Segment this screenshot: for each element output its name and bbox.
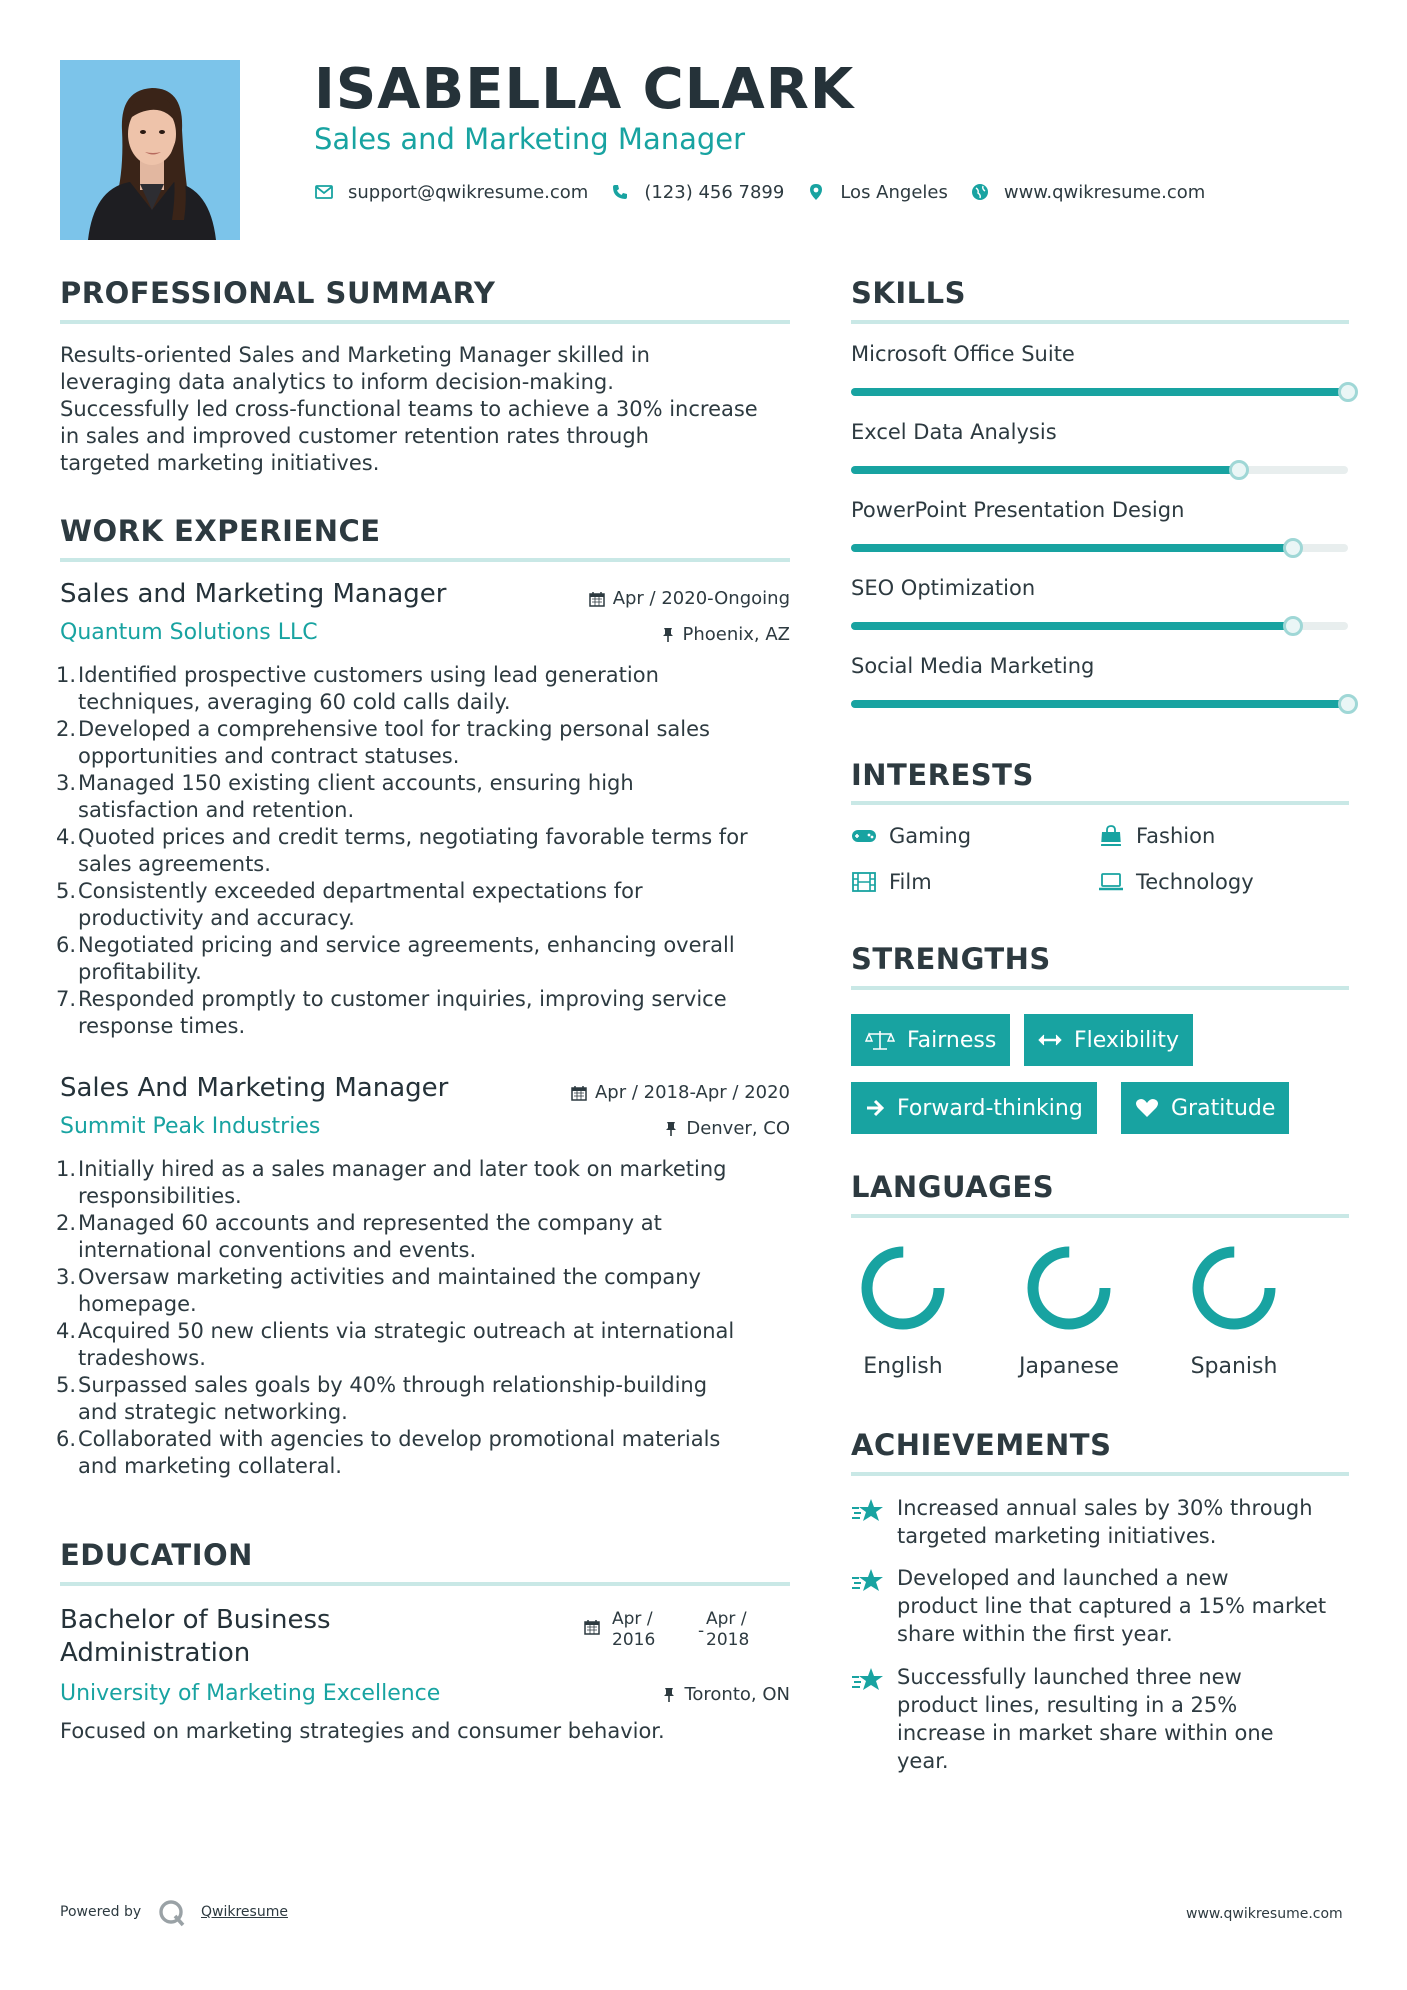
list-item: [56, 716, 800, 770]
job-dates: [520, 588, 790, 609]
list-line: and strategic networking.: [78, 1400, 348, 1424]
skill-level-knob: [1283, 538, 1303, 558]
list-line: Responded promptly to customer inquiries, improving service: [78, 987, 727, 1011]
list-line: techniques, averaging 60 cold calls daily.: [78, 690, 511, 714]
interests-divider: [851, 801, 1349, 805]
interest-fashion: [1098, 824, 1215, 848]
list-line: response times.: [78, 1014, 246, 1038]
strength-chip-gratitude: [1121, 1082, 1289, 1134]
list-number: 5.: [56, 879, 77, 903]
list-number: 5.: [56, 1373, 77, 1397]
skill-level-bar: [851, 622, 1348, 630]
list-line: Quoted prices and credit terms, negotiating favorable terms for: [78, 825, 748, 849]
list-line: Surpassed sales goals by 40% through relationship-building: [78, 1373, 708, 1397]
skills-heading: SKILLS: [851, 276, 966, 310]
skill-level-fill: [851, 544, 1293, 552]
star-icon: [851, 1568, 885, 1601]
list-item: [56, 932, 800, 986]
pushpin-icon: [662, 1687, 676, 1703]
skill-level-knob: [1229, 460, 1249, 480]
list-number: 6.: [56, 933, 77, 957]
achievement-text: [897, 1494, 1313, 1550]
balance-scale-icon: [865, 1029, 895, 1051]
contact-phone[interactable]: [610, 182, 784, 203]
school-name: University of Marketing Excellence: [60, 1681, 441, 1706]
achievement-item: [851, 1494, 1351, 1554]
skill-name: SEO Optimization: [851, 576, 1036, 600]
education-start-date: [612, 1609, 655, 1651]
experience-heading: WORK EXPERIENCE: [60, 514, 381, 548]
skill-level-knob: [1338, 694, 1358, 714]
list-item: [56, 662, 800, 716]
skill-name: Excel Data Analysis: [851, 420, 1057, 444]
achievement-item: [851, 1564, 1351, 1654]
interest-film: [851, 870, 932, 894]
list-line: profitability.: [78, 960, 202, 984]
skill-level-bar: [851, 388, 1348, 396]
degree-line: Bachelor of Business: [60, 1605, 331, 1635]
skill-level-bar: [851, 700, 1348, 708]
list-number: 1.: [56, 663, 77, 687]
degree-line: Administration: [60, 1638, 251, 1668]
list-line: Developed a comprehensive tool for tracking personal sales: [78, 717, 710, 741]
calendar-icon: [584, 1619, 600, 1635]
interest-gaming: [851, 824, 971, 848]
list-line: homepage.: [78, 1292, 197, 1316]
heart-icon: [1135, 1098, 1159, 1118]
education-divider: [60, 1582, 790, 1586]
skill-level-fill: [851, 466, 1239, 474]
achievement-line: Developed and launched a new: [897, 1566, 1229, 1590]
skill-level-bar: [851, 466, 1348, 474]
summary-line: targeted marketing initiatives.: [60, 451, 380, 475]
language-name: English: [863, 1354, 943, 1379]
contact-location: [806, 182, 948, 203]
list-line: sales agreements.: [78, 852, 271, 876]
list-line: Managed 60 accounts and represented the company at: [78, 1211, 662, 1235]
candidate-name: ISABELLA CLARK: [314, 57, 855, 122]
summary-heading: PROFESSIONAL SUMMARY: [60, 276, 496, 310]
list-line: and marketing collateral.: [78, 1454, 342, 1478]
job-location-text: Phoenix, AZ: [682, 624, 790, 645]
globe-icon: [970, 182, 990, 202]
achievements-divider: [851, 1472, 1349, 1476]
education-end-date: [706, 1609, 749, 1651]
summary-line: Successfully led cross-functional teams to achieve a 30% increase: [60, 397, 758, 421]
pushpin-icon: [661, 627, 675, 643]
arrows-horizontal-icon: [1038, 1033, 1062, 1047]
skill-level-fill: [851, 622, 1293, 630]
achievement-line: year.: [897, 1749, 949, 1773]
profile-photo: [60, 60, 240, 240]
date-separator: -: [698, 1621, 705, 1641]
experience-divider: [60, 558, 790, 562]
date-part: Apr /: [706, 1609, 747, 1629]
list-item: [56, 878, 800, 932]
strength-chip-fairness: [851, 1014, 1010, 1066]
list-line: Acquired 50 new clients via strategic outreach at international: [78, 1319, 735, 1343]
list-line: international conventions and events.: [78, 1238, 477, 1262]
powered-by-label: Powered by: [60, 1904, 142, 1920]
interest-label: Technology: [1136, 870, 1254, 894]
job-location-text: Denver, CO: [686, 1118, 790, 1139]
pushpin-icon: [664, 1121, 678, 1137]
skill-level-knob: [1338, 382, 1358, 402]
languages-divider: [851, 1214, 1349, 1218]
list-number: 6.: [56, 1427, 77, 1451]
interest-label: Film: [889, 870, 932, 894]
list-line: Negotiated pricing and service agreements, enhancing overall: [78, 933, 735, 957]
list-line: responsibilities.: [78, 1184, 242, 1208]
list-line: Collaborated with agencies to develop promotional materials: [78, 1427, 721, 1451]
arrow-right-icon: [865, 1099, 885, 1117]
list-line: Managed 150 existing client accounts, ensuring high: [78, 771, 634, 795]
star-icon: [851, 1667, 885, 1700]
achievement-text: [897, 1564, 1326, 1648]
achievement-item: [851, 1663, 1351, 1783]
shopping-bag-icon: [1098, 825, 1124, 847]
list-line: Oversaw marketing activities and maintained the company: [78, 1265, 701, 1289]
list-number: 2.: [56, 717, 77, 741]
list-line: opportunities and contract statuses.: [78, 744, 460, 768]
language-proficiency-ring: [859, 1244, 947, 1332]
envelope-icon: [314, 182, 334, 202]
achievement-line: product line that captured a 15% market: [897, 1594, 1327, 1618]
summary-line: leveraging data analytics to inform decision-making.: [60, 370, 614, 394]
footer-website-link[interactable]: www.qwikresume.com: [1186, 1906, 1343, 1922]
skill-name: Social Media Marketing: [851, 654, 1095, 678]
candidate-role: Sales and Marketing Manager: [314, 122, 746, 156]
qwikresume-logo-icon: [157, 1898, 187, 1932]
list-line: Identified prospective customers using lead generation: [78, 663, 659, 687]
strength-chip-forward-thinking: [851, 1082, 1097, 1134]
list-number: 4.: [56, 1319, 77, 1343]
contact-phone-text: (123) 456 7899: [644, 181, 785, 203]
summary-line: Results-oriented Sales and Marketing Manager skilled in: [60, 343, 650, 367]
job-responsibilities: [56, 1156, 800, 1480]
languages-heading: LANGUAGES: [851, 1170, 1055, 1204]
strength-chip-flexibility: [1024, 1014, 1193, 1066]
job-responsibilities: [56, 662, 800, 1040]
achievement-line: Successfully launched three new: [897, 1665, 1242, 1689]
contact-email[interactable]: [314, 182, 588, 203]
list-item: [56, 986, 800, 1040]
star-icon: [851, 1498, 885, 1531]
strength-label: Fairness: [907, 1027, 997, 1053]
contact-website[interactable]: [970, 182, 1205, 203]
school-location-text: Toronto, ON: [684, 1684, 790, 1705]
achievement-line: targeted marketing initiatives.: [897, 1524, 1217, 1548]
job-company: Quantum Solutions LLC: [60, 620, 318, 645]
list-number: 7.: [56, 987, 77, 1011]
calendar-icon: [589, 591, 605, 607]
list-number: 3.: [56, 771, 77, 795]
list-number: 4.: [56, 825, 77, 849]
list-line: Initially hired as a sales manager and later took on marketing: [78, 1157, 727, 1181]
list-line: Consistently exceeded departmental expectations for: [78, 879, 643, 903]
contact-website-text: www.qwikresume.com: [1003, 181, 1206, 203]
list-item: [56, 1264, 800, 1318]
contact-email-text: support@qwikresume.com: [348, 181, 589, 203]
list-line: satisfaction and retention.: [78, 798, 355, 822]
list-item: [56, 824, 800, 878]
phone-icon: [610, 182, 630, 202]
achievement-line: Increased annual sales by 30% through: [897, 1496, 1313, 1520]
job-company: Summit Peak Industries: [60, 1114, 321, 1139]
date-part: 2018: [706, 1630, 750, 1650]
skill-level-knob: [1283, 616, 1303, 636]
strengths-heading: STRENGTHS: [851, 942, 1051, 976]
list-number: 2.: [56, 1211, 77, 1235]
date-part: 2016: [612, 1630, 656, 1650]
skill-level-fill: [851, 700, 1348, 708]
strength-label: Flexibility: [1074, 1027, 1179, 1053]
list-item: [56, 1156, 800, 1210]
list-line: productivity and accuracy.: [78, 906, 355, 930]
skill-level-bar: [851, 544, 1348, 552]
list-item: [56, 1426, 800, 1480]
job-dates: [520, 1082, 790, 1103]
date-part: Apr /: [612, 1609, 653, 1629]
achievement-line: increase in market share within one: [897, 1721, 1274, 1745]
summary-line: in sales and improved customer retention rates through: [60, 424, 649, 448]
language-proficiency-ring: [1025, 1244, 1113, 1332]
list-item: [56, 770, 800, 824]
language-name: Japanese: [1019, 1354, 1119, 1379]
contact-location-text: Los Angeles: [840, 181, 948, 203]
summary-text: [60, 342, 800, 477]
job-title: Sales And Marketing Manager: [60, 1073, 449, 1103]
contact-bar: [314, 178, 1227, 206]
laptop-icon: [1098, 871, 1124, 893]
interest-label: Fashion: [1136, 824, 1216, 848]
education-description: Focused on marketing strategies and consumer behavior.: [60, 1719, 665, 1743]
education-heading: EDUCATION: [60, 1538, 253, 1572]
gamepad-icon: [851, 825, 877, 847]
skill-name: PowerPoint Presentation Design: [851, 498, 1185, 522]
calendar-icon: [571, 1085, 587, 1101]
job-location: [520, 624, 790, 645]
strength-label: Forward-thinking: [897, 1095, 1083, 1121]
education-dates: [584, 1609, 794, 1657]
strengths-divider: [851, 986, 1349, 990]
interest-technology: [1098, 870, 1254, 894]
summary-divider: [60, 320, 790, 324]
job-dates-text: Apr / 2018-Apr / 2020: [594, 1082, 790, 1103]
language-name: Spanish: [1190, 1354, 1278, 1379]
interest-label: Gaming: [889, 824, 972, 848]
skill-name: Microsoft Office Suite: [851, 342, 1075, 366]
achievements-heading: ACHIEVEMENTS: [851, 1428, 1112, 1462]
map-pin-icon: [806, 182, 826, 202]
achievement-line: share within the first year.: [897, 1622, 1173, 1646]
list-item: [56, 1372, 800, 1426]
skills-divider: [851, 320, 1349, 324]
list-number: 1.: [56, 1157, 77, 1181]
skill-level-fill: [851, 388, 1348, 396]
film-icon: [851, 871, 877, 893]
list-line: tradeshows.: [78, 1346, 206, 1370]
strength-label: Gratitude: [1171, 1095, 1276, 1121]
qwikresume-brand-link[interactable]: Qwikresume: [201, 1904, 288, 1920]
list-item: [56, 1210, 800, 1264]
language-proficiency-ring: [1190, 1244, 1278, 1332]
job-title: Sales and Marketing Manager: [60, 579, 447, 609]
interests-heading: INTERESTS: [851, 758, 1034, 792]
job-dates-text: Apr / 2020-Ongoing: [612, 588, 790, 609]
list-item: [56, 1318, 800, 1372]
job-location: [520, 1118, 790, 1139]
school-location: [520, 1684, 790, 1705]
list-number: 3.: [56, 1265, 77, 1289]
achievement-line: product lines, resulting in a 25%: [897, 1693, 1238, 1717]
degree-title: [60, 1604, 331, 1670]
achievement-text: [897, 1663, 1274, 1775]
